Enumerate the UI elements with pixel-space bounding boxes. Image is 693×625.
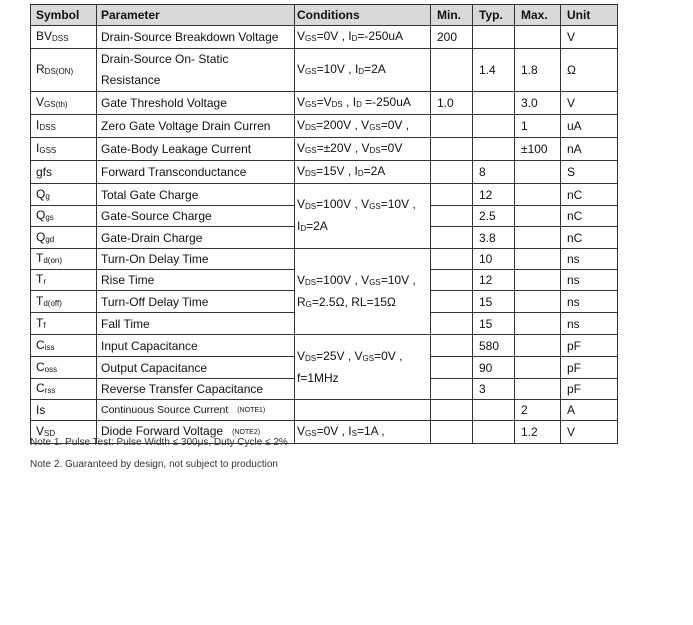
max-cell (515, 357, 561, 379)
symbol-main: T (36, 251, 44, 265)
typ-cell: 12 (473, 184, 515, 206)
condition-subscript: GS (369, 277, 381, 287)
typ-cell: 2.5 (473, 206, 515, 227)
condition-line (297, 59, 430, 81)
condition-text: =100V , V (316, 272, 370, 287)
parameter-cell (97, 49, 295, 92)
parameter-cell: Gate-Body Leakage Current (97, 138, 295, 161)
symbol-main: Q (36, 208, 46, 222)
max-cell (515, 291, 561, 313)
condition-text: V (297, 141, 306, 155)
condition-text: =±20V , V (316, 141, 370, 155)
condition-text: , I (342, 95, 357, 109)
symbol-subscript: DSS (39, 123, 56, 132)
typ-cell: 3.8 (473, 227, 515, 249)
condition-text: I (297, 219, 301, 233)
min-cell (431, 206, 473, 227)
condition-line (297, 421, 430, 443)
min-cell (431, 227, 473, 249)
min-cell (431, 335, 473, 357)
unit-cell: ns (561, 313, 618, 335)
typ-cell: 10 (473, 249, 515, 270)
condition-text: =-250uA (357, 29, 404, 43)
condition-text: V (297, 164, 306, 178)
symbol-cell (31, 357, 97, 379)
parameter-cell: Reverse Transfer Capacitance (97, 379, 295, 400)
header-symbol: Symbol (31, 5, 97, 26)
conditions-cell (295, 26, 431, 49)
condition-subscript: G (305, 299, 312, 309)
min-cell: 200 (431, 26, 473, 49)
symbol-subscript: SD (44, 429, 56, 438)
condition-line (297, 26, 430, 48)
min-cell (431, 138, 473, 161)
unit-cell: nC (561, 227, 618, 249)
condition-text: =10V , (380, 272, 416, 287)
max-cell (515, 227, 561, 249)
min-cell (431, 184, 473, 206)
symbol-cell (31, 138, 97, 161)
unit-cell: A (561, 400, 618, 421)
condition-line (297, 138, 430, 160)
condition-line (297, 115, 430, 137)
max-cell: 3.0 (515, 92, 561, 115)
parameter-cell (97, 400, 295, 421)
electrical-characteristics-table (30, 4, 618, 444)
symbol-main: C (36, 381, 45, 395)
parameter-cell: Gate Threshold Voltage (97, 92, 295, 115)
condition-subscript: GS (369, 123, 381, 132)
condition-subscript: D (351, 34, 358, 43)
unit-cell: pF (561, 335, 618, 357)
max-cell: 1.8 (515, 49, 561, 92)
symbol-subscript: f (43, 320, 46, 330)
symbol-cell (31, 291, 97, 313)
condition-subscript: GS (305, 67, 317, 76)
typ-cell (473, 138, 515, 161)
unit-cell: Ω (561, 49, 618, 92)
symbol-main: I (36, 141, 40, 155)
condition-subscript: GS (369, 202, 381, 211)
parameter-cell: Gate-Source Charge (97, 206, 295, 227)
condition-text: =V (316, 95, 332, 109)
table-row (31, 335, 618, 357)
typ-cell: 8 (473, 161, 515, 184)
condition-text: =-250uA (361, 95, 411, 109)
condition-subscript: D (358, 67, 365, 76)
condition-line (297, 270, 430, 292)
symbol-main: C (36, 359, 45, 374)
conditions-cell (295, 49, 431, 92)
symbol-cell (31, 26, 97, 49)
conditions-cell (295, 400, 431, 421)
condition-subscript: DS (305, 277, 317, 287)
condition-subscript: GS (362, 354, 375, 363)
condition-text: V (297, 95, 306, 109)
footnotes (30, 437, 288, 481)
typ-cell: 1.4 (473, 49, 515, 92)
typ-cell: 580 (473, 335, 515, 357)
condition-subscript: DS (305, 169, 317, 178)
condition-line (297, 292, 430, 314)
parameter-cell: Input Capacitance (97, 335, 295, 357)
condition-text: =0V , (374, 349, 403, 363)
table-row (31, 161, 618, 184)
unit-cell: ns (561, 291, 618, 313)
note-reference: (NOTE1) (237, 406, 266, 414)
symbol-subscript: r (43, 277, 47, 286)
parameter-cell: Drain-Source Breakdown Voltage (97, 26, 295, 49)
conditions-cell (295, 421, 431, 444)
condition-line (297, 368, 430, 388)
min-cell (431, 249, 473, 270)
min-cell (431, 270, 473, 291)
unit-cell: V (561, 92, 618, 115)
symbol-cell (31, 49, 97, 92)
parameter-text: Continuous Source Current (101, 403, 229, 416)
symbol-cell (31, 206, 97, 227)
min-cell (431, 161, 473, 184)
min-cell (431, 357, 473, 379)
max-cell (515, 206, 561, 227)
condition-subscript: GS (305, 34, 317, 43)
typ-cell (473, 92, 515, 115)
note-2: Note 2. Guaranteed by design, not subject to production (30, 459, 278, 470)
symbol-subscript: d(on) (43, 256, 63, 265)
typ-cell: 15 (473, 313, 515, 335)
typ-cell (473, 115, 515, 138)
symbol-subscript: DS(ON) (44, 67, 74, 76)
condition-line (297, 92, 430, 114)
table-row (31, 49, 618, 92)
max-cell (515, 184, 561, 206)
parameter-cell: Turn-On Delay Time (97, 249, 295, 270)
parameter-cell: Total Gate Charge (97, 184, 295, 206)
parameter-cell: Fall Time (97, 313, 295, 335)
condition-text: V (297, 29, 306, 43)
condition-text: =15V , I (316, 164, 358, 178)
condition-line (297, 194, 430, 216)
condition-text: V (297, 349, 306, 363)
condition-text: =2A (364, 62, 386, 76)
condition-text: =2A (306, 219, 328, 233)
symbol-cell (31, 115, 97, 138)
symbol-cell (31, 313, 97, 335)
condition-subscript: GS (305, 429, 317, 438)
condition-subscript: D (300, 224, 307, 233)
max-cell (515, 26, 561, 49)
symbol-main: Q (36, 186, 46, 201)
condition-subscript: D (357, 169, 364, 178)
condition-subscript: DS (369, 146, 381, 155)
symbol-main: BV (36, 29, 53, 43)
parameter-cell: Rise Time (97, 270, 295, 291)
symbol-subscript: d(off) (43, 298, 62, 308)
symbol-subscript: oss (44, 364, 58, 374)
typ-cell: 90 (473, 357, 515, 379)
symbol-main: gfs (36, 165, 53, 179)
symbol-main: Q (36, 229, 46, 244)
unit-cell: S (561, 161, 618, 184)
condition-subscript: DS (305, 202, 317, 211)
max-cell: 1 (515, 115, 561, 138)
symbol-subscript: iss (44, 342, 55, 352)
symbol-cell (31, 335, 97, 357)
header-min: Min. (431, 5, 473, 26)
unit-cell: V (561, 26, 618, 49)
condition-subscript: GS (305, 146, 317, 155)
parameter-line: Drain-Source On- Static (101, 52, 229, 66)
symbol-cell (31, 270, 97, 291)
conditions-cell (295, 184, 431, 249)
conditions-cell (295, 249, 431, 335)
condition-text: =25V , V (316, 349, 363, 363)
typ-cell (473, 400, 515, 421)
condition-subscript: D (356, 100, 362, 109)
condition-text: =200V , V (316, 118, 370, 132)
symbol-cell (31, 184, 97, 206)
condition-text: V (297, 424, 306, 438)
max-cell: ±100 (515, 138, 561, 161)
max-cell (515, 379, 561, 400)
condition-text: =0V , I (316, 29, 352, 43)
conditions-cell (295, 92, 431, 115)
header-parameter: Parameter (97, 5, 295, 26)
symbol-main: I (36, 118, 40, 132)
unit-cell: pF (561, 357, 618, 379)
condition-text: =10V , (380, 197, 416, 211)
condition-subscript: S (351, 429, 357, 438)
symbol-main: V (36, 424, 45, 438)
conditions-cell (295, 335, 431, 400)
condition-text: f=1MHz (297, 371, 339, 385)
symbol-cell (31, 161, 97, 184)
conditions-cell (295, 115, 431, 138)
condition-subscript: DS (331, 100, 343, 109)
header-unit: Unit (561, 5, 618, 26)
condition-text: =1A , (356, 424, 385, 438)
min-cell (431, 291, 473, 313)
parameter-line: Resistance (101, 73, 161, 87)
unit-cell: nC (561, 184, 618, 206)
table-row (31, 26, 618, 49)
symbol-subscript: gd (45, 234, 55, 244)
symbol-subscript: rss (44, 386, 56, 395)
condition-line (297, 161, 430, 183)
header-conditions: Conditions (295, 5, 431, 26)
parameter-cell: Turn-Off Delay Time (97, 291, 295, 313)
parameter-cell: Gate-Drain Charge (97, 227, 295, 249)
max-cell: 2 (515, 400, 561, 421)
min-cell (431, 421, 473, 444)
unit-cell: ns (561, 249, 618, 270)
min-cell (431, 49, 473, 92)
max-cell (515, 270, 561, 291)
condition-text: =2A (363, 164, 386, 178)
unit-cell: pF (561, 379, 618, 400)
max-cell (515, 335, 561, 357)
symbol-main: Is (36, 403, 46, 417)
unit-cell: V (561, 421, 618, 444)
condition-text: =0V , (380, 118, 410, 132)
symbol-subscript: g (45, 191, 50, 201)
symbol-cell (31, 249, 97, 270)
condition-text: =2.5Ω, RL=15Ω (311, 294, 396, 309)
table-row (31, 249, 618, 270)
parameter-cell: Output Capacitance (97, 357, 295, 379)
parameter-cell: Forward Transconductance (97, 161, 295, 184)
min-cell: 1.0 (431, 92, 473, 115)
symbol-cell (31, 92, 97, 115)
symbol-main: T (36, 315, 44, 330)
typ-cell: 12 (473, 270, 515, 291)
max-cell (515, 161, 561, 184)
typ-cell: 15 (473, 291, 515, 313)
unit-cell: nC (561, 206, 618, 227)
condition-subscript: DS (305, 354, 317, 363)
symbol-subscript: GS(th) (44, 100, 68, 109)
table-row (31, 400, 618, 421)
condition-text: V (297, 272, 306, 287)
note-reference: (NOTE2) (232, 428, 261, 436)
table-row (31, 115, 618, 138)
table-row (31, 92, 618, 115)
symbol-subscript: gs (45, 213, 54, 222)
typ-cell: 3 (473, 379, 515, 400)
header-max: Max. (515, 5, 561, 26)
conditions-cell (295, 138, 431, 161)
unit-cell: ns (561, 270, 618, 291)
condition-subscript: GS (305, 100, 317, 109)
symbol-cell (31, 227, 97, 249)
unit-cell: nA (561, 138, 618, 161)
min-cell (431, 115, 473, 138)
max-cell (515, 313, 561, 335)
parameter-text: Diode Forward Voltage (101, 423, 224, 438)
symbol-subscript: DSS (52, 34, 69, 43)
min-cell (431, 400, 473, 421)
max-cell (515, 249, 561, 270)
condition-text: R (297, 294, 306, 309)
parameter-cell: Zero Gate Voltage Drain Curren (97, 115, 295, 138)
conditions-cell (295, 161, 431, 184)
min-cell (431, 313, 473, 335)
symbol-cell (31, 400, 97, 421)
condition-text: =10V , I (316, 62, 359, 76)
condition-line (297, 216, 430, 238)
header-typ: Typ. (473, 5, 515, 26)
symbol-main: T (36, 293, 44, 308)
symbol-main: R (36, 62, 45, 76)
min-cell (431, 379, 473, 400)
header-row (31, 5, 618, 26)
symbol-cell (31, 379, 97, 400)
condition-text: V (297, 197, 306, 211)
typ-cell (473, 421, 515, 444)
condition-line (297, 346, 430, 368)
symbol-main: C (36, 337, 45, 352)
condition-text: =0V (380, 141, 403, 155)
typ-cell (473, 26, 515, 49)
symbol-main: T (36, 272, 44, 286)
condition-text: V (297, 62, 306, 76)
table-row (31, 184, 618, 206)
condition-subscript: DS (305, 123, 317, 132)
note-1: Note 1. Pulse Test: Pulse Width ≤ 300μs, Duty Cycle ≤ 2% (30, 437, 288, 448)
unit-cell: uA (561, 115, 618, 138)
condition-text: =100V , V (316, 197, 370, 211)
symbol-main: V (36, 95, 45, 109)
max-cell: 1.2 (515, 421, 561, 444)
condition-text: =0V , I (316, 424, 352, 438)
symbol-subscript: GSS (39, 146, 57, 155)
condition-text: V (297, 118, 306, 132)
table-row (31, 138, 618, 161)
table-body (31, 5, 618, 444)
